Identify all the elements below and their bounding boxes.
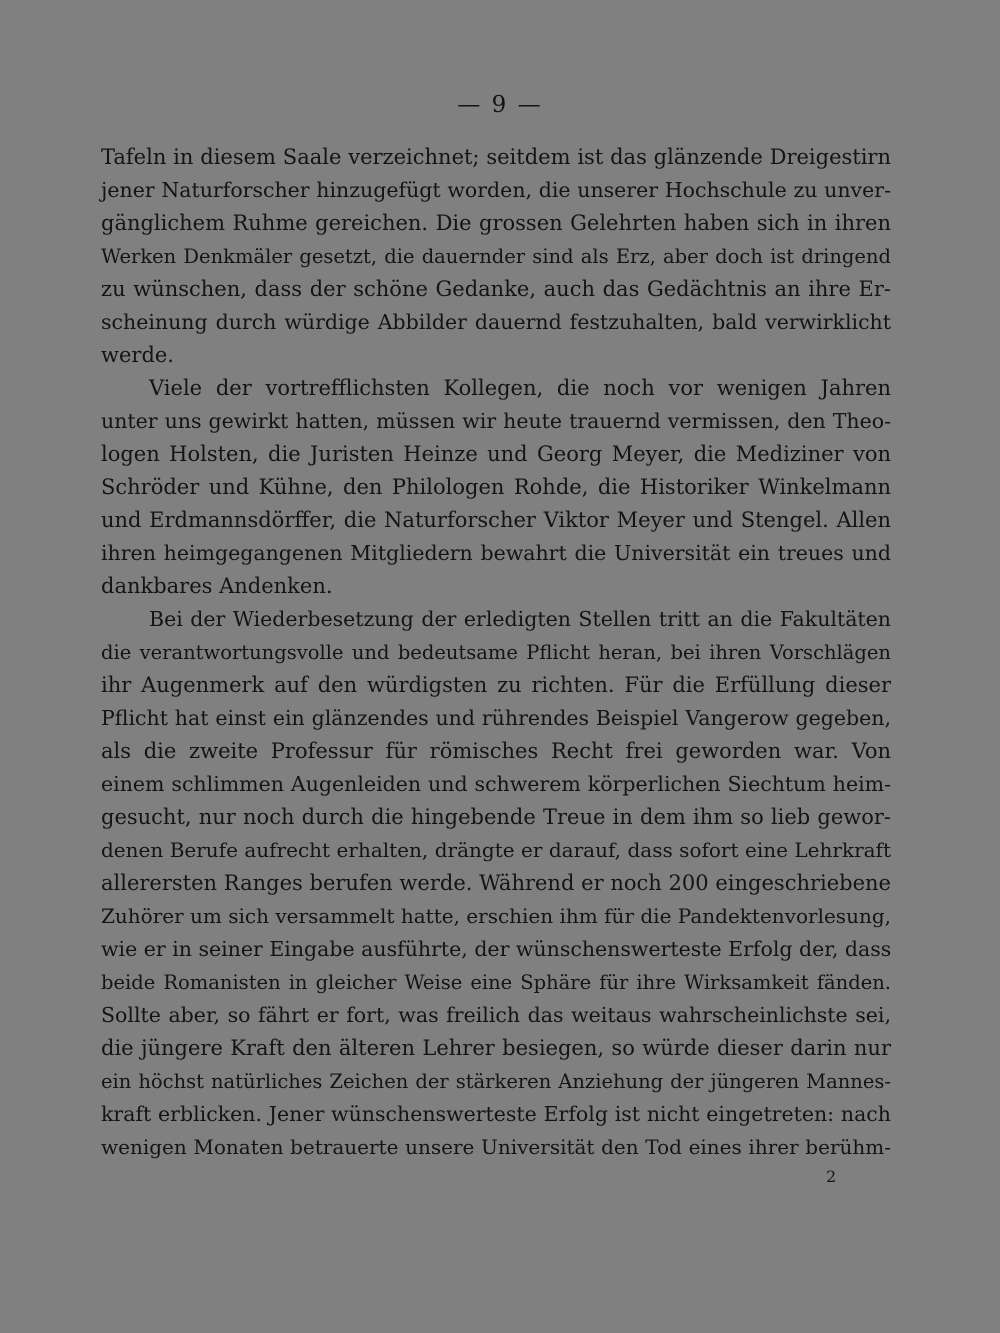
text-line: dankbares Andenken. [101, 574, 333, 598]
text-line: Werken Denkmäler gesetzt, die dauernder sind als Erz, aber doch ist dringend [101, 245, 891, 268]
body-text [101, 141, 891, 1164]
text-line: gesucht, nur noch durch die hingebende Treue in dem ihm so lieb gewor- [101, 805, 891, 829]
text-line: unter uns gewirkt hatten, müssen wir heute trauernd vermissen, den Theo- [101, 409, 891, 433]
text-line: zu wünschen, dass der schöne Gedanke, auch das Gedächtnis an ihre Er- [101, 277, 891, 301]
text-line: wenigen Monaten betrauerte unsere Universität den Tod eines ihrer berühm- [101, 1135, 891, 1159]
text-line: ihr Augenmerk auf den würdigsten zu richten. Für die Erfüllung dieser [101, 673, 891, 697]
text-line: gänglichem Ruhme gereichen. Die grossen Gelehrten haben sich in ihren [101, 211, 891, 235]
text-line: jener Naturforscher hinzugefügt worden, die unserer Hochschule zu unver- [101, 178, 891, 202]
text-line: ihren heimgegangenen Mitgliedern bewahrt die Universität ein treues und [101, 541, 891, 565]
text-line: Viele der vortrefflichsten Kollegen, die noch vor wenigen Jahren [149, 376, 891, 400]
text-line: Tafeln in diesem Saale verzeichnet; seitdem ist das glänzende Dreigestirn [101, 145, 891, 169]
text-line: die verantwortungsvolle und bedeutsame Pflicht heran, bei ihren Vorschlägen [101, 641, 891, 664]
paragraph-2 [101, 372, 891, 603]
text-line: Sollte aber, so fährt er fort, was freilich das weitaus wahrscheinlichste sei, [101, 1003, 891, 1027]
text-line: allerersten Ranges berufen werde. Während er noch 200 eingeschriebene [101, 871, 891, 895]
text-line: werde. [101, 343, 174, 367]
text-line: und Erdmannsdörffer, die Naturforscher Viktor Meyer und Stengel. Allen [101, 508, 891, 532]
text-line: scheinung durch würdige Abbilder dauernd festzuhalten, bald verwirklicht [101, 310, 891, 334]
text-line: Bei der Wiederbesetzung der erledigten Stellen tritt an die Fakultäten [149, 607, 891, 631]
paragraph-1 [101, 141, 891, 372]
text-line: wie er in seiner Eingabe ausführte, der wünschenswerteste Erfolg der, dass [101, 937, 892, 961]
page-number: — 9 — [457, 92, 543, 118]
text-line: die jüngere Kraft den älteren Lehrer besiegen, so würde dieser darin nur [101, 1036, 891, 1060]
text-line: logen Holsten, die Juristen Heinze und Georg Meyer, die Mediziner von [101, 442, 891, 466]
text-line: denen Berufe aufrecht erhalten, drängte er darauf, dass sofort eine Lehrkraft [101, 838, 891, 862]
sheet-signature: 2 [826, 1167, 837, 1186]
text-line: als die zweite Professur für römisches Recht frei geworden war. Von [101, 739, 891, 763]
text-line: Schröder und Kühne, den Philologen Rohde, die Historiker Winkelmann [101, 475, 891, 499]
text-line: kraft erblicken. Jener wünschenswerteste Erfolg ist nicht eingetreten: nach [101, 1102, 891, 1126]
text-line: ein höchst natürliches Zeichen der stärkeren Anziehung der jüngeren Mannes- [101, 1070, 891, 1093]
text-line: Zuhörer um sich versammelt hatte, erschien ihm für die Pandektenvorlesung, [101, 904, 891, 928]
text-line: Pflicht hat einst ein glänzendes und rührendes Beispiel Vangerow gegeben, [101, 706, 891, 730]
text-line: beide Romanisten in gleicher Weise eine Sphäre für ihre Wirksamkeit fänden. [101, 971, 891, 994]
text-line: einem schlimmen Augenleiden und schwerem körperlichen Siechtum heim- [101, 772, 891, 796]
paragraph-3 [101, 603, 891, 1164]
